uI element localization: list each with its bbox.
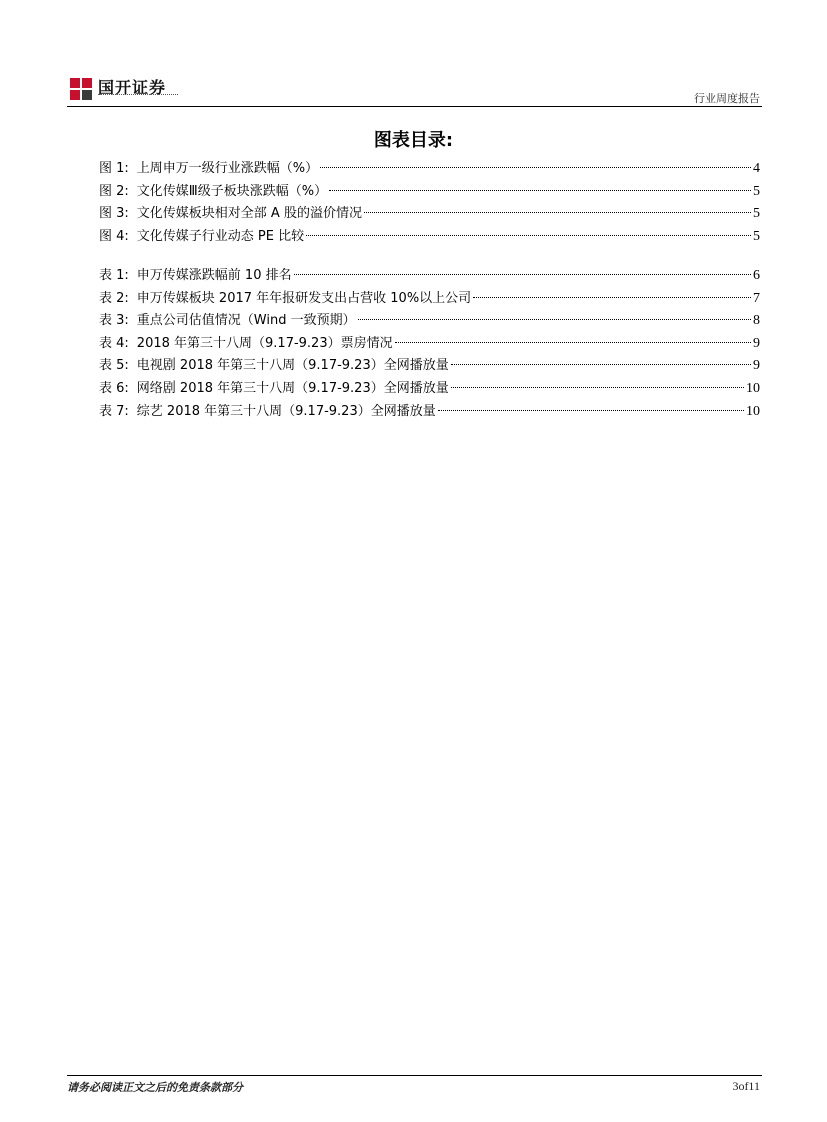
toc-entry-page[interactable]: 7: [753, 290, 760, 306]
toc-leader-dots: [294, 274, 751, 275]
toc-entry-prefix: 图 2:: [99, 183, 129, 199]
toc-entry-page[interactable]: 9: [753, 335, 760, 351]
toc-entry-page[interactable]: 8: [753, 313, 760, 329]
toc-entry-prefix: 表 5:: [99, 358, 129, 374]
toc-entry-label[interactable]: 上周申万一级行业涨跌幅（%）: [136, 161, 319, 176]
logo-mark-icon: [70, 78, 92, 100]
toc-entry-page[interactable]: 4: [753, 161, 760, 176]
company-logo: [70, 75, 190, 103]
toc-entry-table-3[interactable]: [99, 310, 760, 333]
toc-entry-table-2[interactable]: [99, 288, 760, 311]
footer-disclaimer: 请务必阅读正文之后的免责条款部分: [67, 1081, 243, 1094]
toc-leader-dots: [306, 235, 751, 236]
toc-entry-table-1[interactable]: [99, 265, 760, 288]
toc-entry-prefix: 图 3:: [99, 206, 129, 222]
toc-entry-prefix: 表 7:: [99, 403, 129, 419]
toc-entry-label[interactable]: 综艺 2018 年第三十八周（9.17-9.23）全网播放量: [136, 403, 436, 419]
toc-leader-dots: [438, 410, 744, 411]
toc-leader-dots: [451, 364, 751, 365]
toc-leader-dots: [364, 212, 751, 213]
toc-entry-label[interactable]: 文化传媒子行业动态 PE 比较: [136, 228, 305, 244]
page-number: 3of11: [732, 1079, 760, 1093]
figure-list: [99, 158, 760, 248]
toc-leader-dots: [358, 319, 751, 320]
toc-title: 图表目录:: [373, 130, 454, 151]
footer-divider: [67, 1075, 762, 1076]
toc-entry-figure-3[interactable]: [99, 203, 760, 226]
toc-leader-dots: [451, 387, 744, 388]
toc-entry-prefix: 表 1:: [99, 268, 129, 283]
toc-leader-dots: [473, 297, 751, 298]
toc-leader-dots: [320, 167, 751, 168]
toc-entry-table-6[interactable]: [99, 378, 760, 401]
toc-entry-label[interactable]: 申万传媒涨跌幅前 10 排名: [136, 268, 292, 283]
document-type: 行业周度报告: [694, 92, 760, 105]
toc-entry-page[interactable]: 5: [753, 183, 760, 199]
toc-entry-prefix: 表 2:: [99, 290, 129, 306]
toc-entry-label[interactable]: 文化传媒板块相对全部 A 股的溢价情况: [136, 206, 362, 222]
toc-entry-figure-2[interactable]: [99, 181, 760, 204]
header-divider: [67, 106, 762, 107]
toc-entry-label[interactable]: 文化传媒Ⅲ级子板块涨跌幅（%）: [136, 183, 328, 199]
toc-entry-label[interactable]: 电视剧 2018 年第三十八周（9.17-9.23）全网播放量: [136, 358, 449, 374]
toc-entry-label[interactable]: 重点公司估值情况（Wind 一致预期）: [136, 313, 356, 329]
toc-entry-figure-4[interactable]: [99, 226, 760, 249]
toc-entry-label[interactable]: 2018 年第三十八周（9.17-9.23）票房情况: [136, 335, 393, 351]
toc-entry-prefix: 图 1:: [99, 161, 129, 176]
toc-entry-page[interactable]: 5: [753, 206, 760, 222]
toc-entry-table-4[interactable]: [99, 333, 760, 356]
table-list: [99, 265, 760, 423]
toc-entry-page[interactable]: 5: [753, 228, 760, 244]
toc-entry-prefix: 表 3:: [99, 313, 129, 329]
toc-entry-page[interactable]: 10: [746, 403, 760, 419]
toc-entry-prefix: 图 4:: [99, 228, 129, 244]
company-name: 国开证券: [98, 78, 167, 97]
logo-subtitle-line: [98, 94, 178, 98]
toc-entry-table-7[interactable]: [99, 401, 760, 424]
toc-entry-prefix: 表 4:: [99, 335, 129, 351]
toc-leader-dots: [395, 342, 751, 343]
toc-leader-dots: [329, 190, 751, 191]
toc-entry-page[interactable]: 10: [746, 380, 760, 396]
toc-entry-page[interactable]: 9: [753, 358, 760, 374]
toc-entry-label[interactable]: 网络剧 2018 年第三十八周（9.17-9.23）全网播放量: [136, 380, 449, 396]
toc-entry-figure-1[interactable]: [99, 158, 760, 181]
toc-entry-table-5[interactable]: [99, 355, 760, 378]
toc-entry-page[interactable]: 6: [753, 268, 760, 283]
toc-entry-prefix: 表 6:: [99, 380, 129, 396]
page-header: [67, 72, 762, 106]
toc-entry-label[interactable]: 申万传媒板块 2017 年年报研发支出占营收 10%以上公司: [136, 290, 472, 306]
